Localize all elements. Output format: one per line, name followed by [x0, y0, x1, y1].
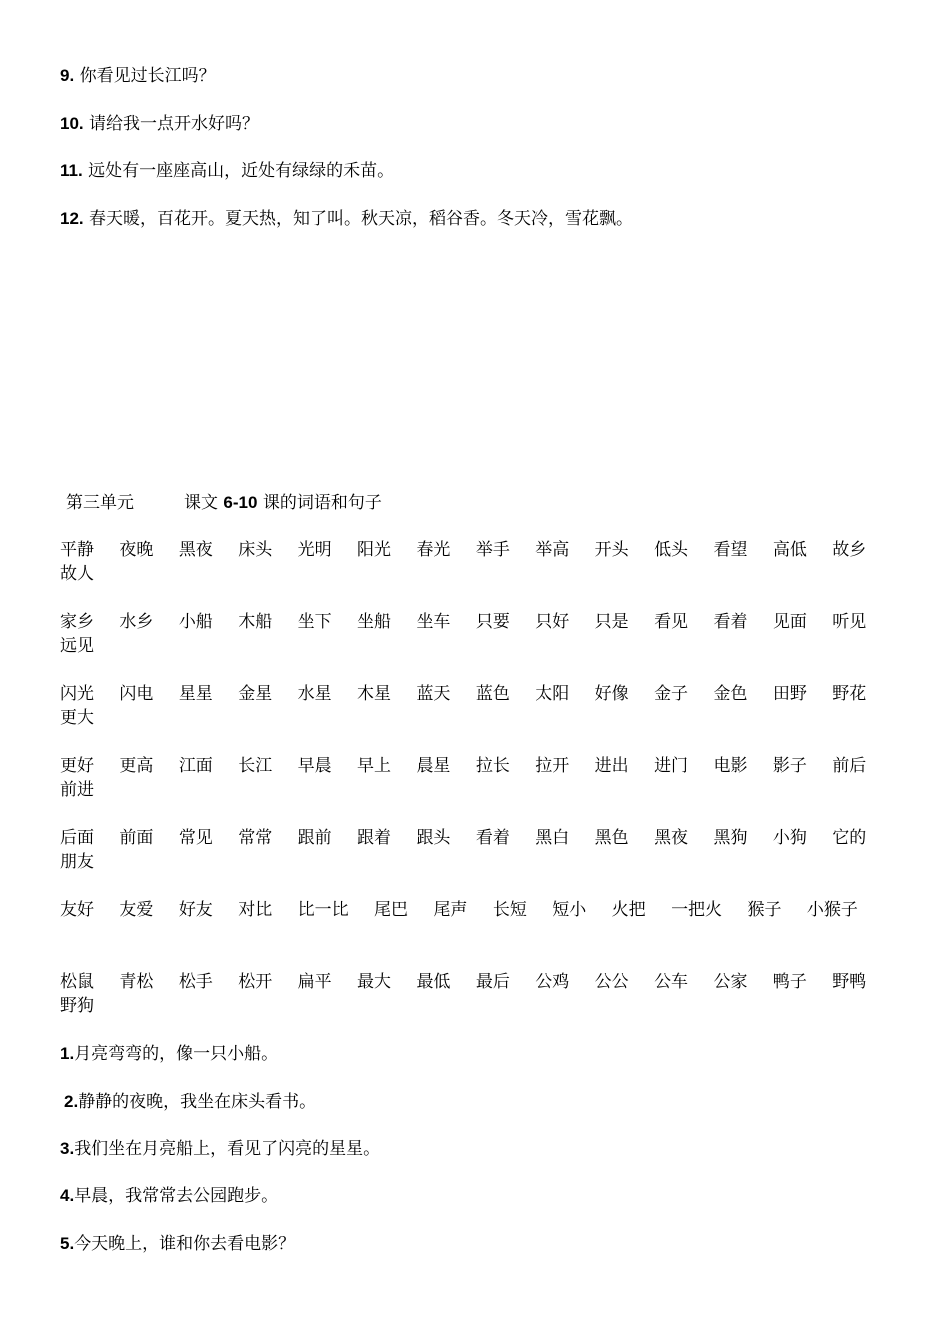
sentence-number: 12.: [60, 209, 84, 228]
vocab-word: 扁平: [297, 972, 332, 992]
vocab-word: 松鼠: [60, 972, 94, 992]
vocab-word: 友爱: [119, 900, 154, 920]
vocab-word: 长江: [238, 756, 273, 776]
vocab-word: 看望: [713, 540, 748, 560]
vocab-word: 最大: [357, 972, 392, 992]
vocab-word: 只好: [535, 612, 570, 632]
vocab-word: 水乡: [119, 612, 154, 632]
sentence-12: [60, 207, 633, 231]
vocab-word: 拉长: [475, 756, 510, 776]
vocab-word: 黑色: [594, 828, 629, 848]
vocab-word: 早晨: [297, 756, 332, 776]
vocab-word: 火把: [611, 900, 646, 920]
vocab-word: 朋友: [60, 852, 94, 872]
vocab-word: 最低: [416, 972, 451, 992]
sentence-text: 我们坐在月亮船上，看见了闪亮的星星。: [74, 1139, 381, 1159]
vocab-word: 短小: [552, 900, 587, 920]
vocab-word: 黑夜: [654, 828, 689, 848]
vocab-word: 一把火: [671, 900, 723, 920]
sentence-number: 4.: [60, 1186, 75, 1205]
sentence-text: 早晨，我常常去公园跑步。: [74, 1186, 279, 1206]
sentence-text: 今天晚上，谁和你去看电影？: [74, 1234, 296, 1254]
vocab-word: 黑狗: [713, 828, 748, 848]
sentence-b1: [60, 1042, 278, 1066]
vocab-word: 田野: [772, 684, 807, 704]
vocab-word: 好友: [178, 900, 213, 920]
title-prefix: 课文: [184, 493, 224, 513]
vocab-word: 黑白: [535, 828, 570, 848]
sentence-number: 3.: [60, 1139, 75, 1158]
vocab-word: 床头: [238, 540, 273, 560]
vocab-word: 更好: [60, 756, 94, 776]
sentence-text: 远处有一座座高山，近处有绿绿的禾苗。: [82, 161, 395, 181]
vocab-word: 举高: [535, 540, 570, 560]
vocab-word: 野花: [832, 684, 867, 704]
vocab-word: 听见: [832, 612, 867, 632]
vocab-row-7: [60, 970, 890, 1018]
vocab-word: 长短: [492, 900, 527, 920]
sentence-text: 你看见过长江吗？: [74, 66, 216, 86]
vocab-word: 阳光: [357, 540, 392, 560]
vocab-word: 只是: [594, 612, 629, 632]
vocab-word: 野鸭: [832, 972, 867, 992]
vocab-word: 对比: [238, 900, 273, 920]
vocab-word: 松手: [178, 972, 213, 992]
title-range: 6-10: [223, 493, 258, 512]
sentence-b4: [60, 1184, 278, 1208]
vocab-word: 黑夜: [178, 540, 213, 560]
vocab-word: 好像: [594, 684, 629, 704]
vocab-word: 进门: [654, 756, 689, 776]
vocab-word: 跟头: [416, 828, 451, 848]
sentence-10: [60, 112, 259, 136]
vocab-word: 星星: [178, 684, 213, 704]
vocab-word: 青松: [119, 972, 154, 992]
vocab-word: 公车: [654, 972, 689, 992]
unit-label: 第三单元: [66, 493, 134, 513]
vocab-word: 金星: [238, 684, 273, 704]
vocab-word: 闪电: [119, 684, 154, 704]
sentence-number: 2.: [64, 1092, 79, 1111]
vocab-word: 小船: [178, 612, 213, 632]
vocab-word: 木船: [238, 612, 273, 632]
vocab-word: 影子: [772, 756, 807, 776]
vocab-word: 常常: [238, 828, 273, 848]
vocab-word: 后面: [60, 828, 94, 848]
vocab-word: 只要: [475, 612, 510, 632]
sentence-b5: [60, 1232, 295, 1256]
vocab-word: 开头: [594, 540, 629, 560]
vocab-word: 水星: [297, 684, 332, 704]
title-suffix: 课的词语和句子: [257, 493, 382, 513]
vocab-word: 蓝色: [475, 684, 510, 704]
vocab-word: 电影: [713, 756, 748, 776]
vocab-word: 它的: [832, 828, 867, 848]
vocab-word: 前后: [832, 756, 867, 776]
vocab-row-5: [60, 826, 890, 874]
vocab-row-1: [60, 538, 890, 586]
vocab-word: 木星: [357, 684, 392, 704]
vocab-word: 春光: [416, 540, 451, 560]
sentence-text: 春天暖，百花开。夏天热，知了叫。秋天凉，稻谷香。冬天冷，雪花飘。: [83, 209, 634, 229]
vocab-word: 猴子: [747, 900, 782, 920]
sentence-b3: [60, 1137, 380, 1161]
vocab-word: 坐车: [416, 612, 451, 632]
vocab-word: 鸭子: [772, 972, 807, 992]
vocab-word: 蓝天: [416, 684, 451, 704]
vocab-word: 公家: [713, 972, 748, 992]
section-heading: [66, 491, 382, 515]
sentence-number: 5.: [60, 1234, 75, 1253]
vocab-row-6: [60, 898, 890, 922]
vocab-word: 见面: [772, 612, 807, 632]
vocab-word: 松开: [238, 972, 273, 992]
vocab-word: 闪光: [60, 684, 94, 704]
vocab-row-4: [60, 754, 890, 802]
vocab-word: 故人: [60, 564, 94, 584]
vocab-word: 金色: [713, 684, 748, 704]
vocab-word: 晨星: [416, 756, 451, 776]
vocab-word: 常见: [178, 828, 213, 848]
vocab-word: 看见: [654, 612, 689, 632]
sentence-number: 11.: [60, 161, 83, 180]
vocab-word: 远见: [60, 636, 94, 656]
vocab-row-2: [60, 610, 890, 658]
vocab-word: 举手: [475, 540, 510, 560]
vocab-word: 公公: [594, 972, 629, 992]
vocab-word: 金子: [654, 684, 689, 704]
vocab-word: 光明: [297, 540, 332, 560]
vocab-word: 最后: [475, 972, 510, 992]
vocab-word: 小猴子: [806, 900, 858, 920]
sentence-text: 静静的夜晚，我坐在床头看书。: [78, 1092, 317, 1112]
vocab-word: 前面: [119, 828, 154, 848]
vocab-word: 江面: [178, 756, 213, 776]
sentence-text: 请给我一点开水好吗？: [83, 114, 260, 134]
vocab-word: 尾巴: [374, 900, 409, 920]
vocab-word: 平静: [60, 540, 94, 560]
vocab-word: 坐船: [357, 612, 392, 632]
vocab-word: 故乡: [832, 540, 867, 560]
vocab-word: 坐下: [297, 612, 332, 632]
vocab-row-3: [60, 682, 890, 730]
vocab-word: 更高: [119, 756, 154, 776]
vocab-word: 早上: [357, 756, 392, 776]
vocab-word: 拉开: [535, 756, 570, 776]
sentence-number: 10.: [60, 114, 84, 133]
vocab-word: 看着: [475, 828, 510, 848]
vocab-word: 友好: [60, 900, 94, 920]
vocab-word: 公鸡: [535, 972, 570, 992]
sentence-b2: [64, 1090, 316, 1114]
vocab-word: 家乡: [60, 612, 94, 632]
vocab-word: 尾声: [433, 900, 468, 920]
sentence-number: 1.: [60, 1044, 75, 1063]
vocab-word: 野狗: [60, 996, 94, 1016]
vocab-word: 高低: [772, 540, 807, 560]
sentence-number: 9.: [60, 66, 75, 85]
vocab-word: 低头: [654, 540, 689, 560]
vocab-word: 前进: [60, 780, 94, 800]
vocab-word: 更大: [60, 708, 94, 728]
vocab-word: 跟前: [297, 828, 332, 848]
vocab-word: 跟着: [357, 828, 392, 848]
sentence-11: [60, 159, 394, 183]
sentence-text: 月亮弯弯的，像一只小船。: [74, 1044, 279, 1064]
vocab-word: 进出: [594, 756, 629, 776]
sentence-9: [60, 64, 216, 88]
vocab-word: 太阳: [535, 684, 570, 704]
vocab-word: 小狗: [772, 828, 807, 848]
vocab-word: 比一比: [297, 900, 349, 920]
vocab-word: 看着: [713, 612, 748, 632]
vocab-word: 夜晚: [119, 540, 154, 560]
